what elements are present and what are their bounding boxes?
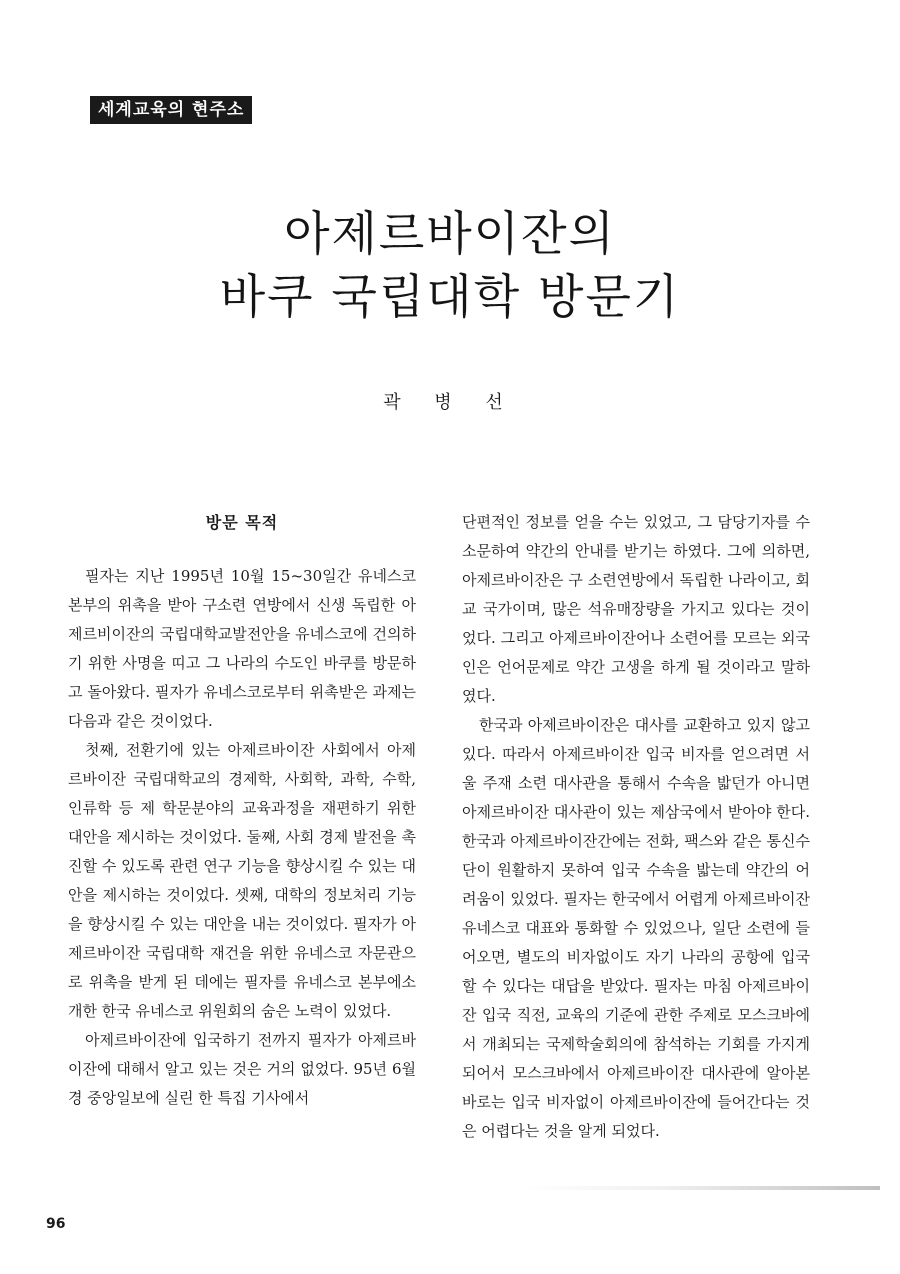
right-column xyxy=(462,508,810,1146)
author-name: 곽 병 선 xyxy=(383,392,517,413)
section-tag: 세계교육의 현주소 xyxy=(90,96,252,124)
left-column xyxy=(68,508,416,1113)
page-number: 96 xyxy=(46,1216,66,1232)
body-paragraph: 필자는 지난 1995년 10월 15~30일간 유네스코 본부의 위촉을 받아 구소련 연방에서 신생 독립한 아제르비이잔의 국립대학교발전안을 유네스코에 건의하기 위한 사명을 띠고 그 나라의 수도인 바쿠를 방문하고 돌아왔다. 필자가 유네스코로부터 위촉받은 과제는 다음과 같은 것이었다. xyxy=(68,567,416,730)
body-paragraph: 한국과 아제르바이잔은 대사를 교환하고 있지 않고 있다. 따라서 아제르바이잔 입국 비자를 얻으려면 서울 주재 소련 대사관을 통해서 수속을 밟던가 아니면 아제르바이잔 대사관이 있는 제삼국에서 받아야 한다. 한국과 아제르바이잔간에는 전화, 팩스와 같은 통신수단이 원활하지 못하여 입국 수속을 밟는데 약간의 어려움이 있었다. 필자는 한국에서 어렵게 아제르바이잔 유네스코 대표와 통화할 수 있었으나, 일단 소련에 들어오면, 별도의 비자없이도 자기 나라의 공항에 입국할 수 있다는 대답을 받았다. 필자는 마침 아제르바이잔 입국 직전, 교육의 기준에 관한 주제로 모스크바에서 개최되는 국제학술회의에 참석하는 기회를 가지게 되어서 모스크바에서 아제르바이잔 대사관에 알아본 바로는 입국 비자없이 아제르바이잔에 들어간다는 것은 어렵다는 것을 알게 되었다. xyxy=(462,716,810,1140)
body-paragraph: 단편적인 정보를 얻을 수는 있었고, 그 담당기자를 수소문하여 약간의 안내를 받기는 하였다. 그에 의하면, 아제르바이잔은 구 소련연방에서 독립한 나라이고, 회교 국가이며, 많은 석유매장량을 가지고 있다는 것이었다. 그리고 아제르바이잔어나 소련어를 모르는 외국인은 언어문제로 약간 고생을 하게 될 것이라고 말하였다. xyxy=(462,513,810,705)
body-paragraph: 첫째, 전환기에 있는 아제르바이잔 사회에서 아제르바이잔 국립대학교의 경제학, 사회학, 과학, 수학, 인류학 등 제 학문분야의 교육과정을 재편하기 위한 대안을 제시하는 것이었다. 둘째, 사회 경제 발전을 촉진할 수 있도록 관련 연구 기능을 향상시킬 수 있는 대안을 제시하는 것이었다. 셋째, 대학의 정보처리 기능을 향상시킬 수 있는 대안을 내는 것이었다. 필자가 아제르바이잔 국립대학 재건을 위한 유네스코 자문관으로 위촉을 받게 된 데에는 필자를 유네스코 본부에소개한 한국 유네스코 위원회의 숨은 노력이 있었다. xyxy=(68,741,416,1020)
article-title-line-2: 바쿠 국립대학 방문기 xyxy=(219,270,681,325)
article-title-line-1: 아제르바이잔의 xyxy=(284,207,616,262)
body-paragraph: 아제르바이잔에 입국하기 전까지 필자가 아제르바이잔에 대해서 알고 있는 것은 거의 없었다. 95년 6월 경 중앙일보에 실린 한 특집 기사에서 xyxy=(68,1031,416,1107)
scan-smudge xyxy=(520,1186,880,1190)
section-subheading: 방문 목적 xyxy=(205,513,279,532)
